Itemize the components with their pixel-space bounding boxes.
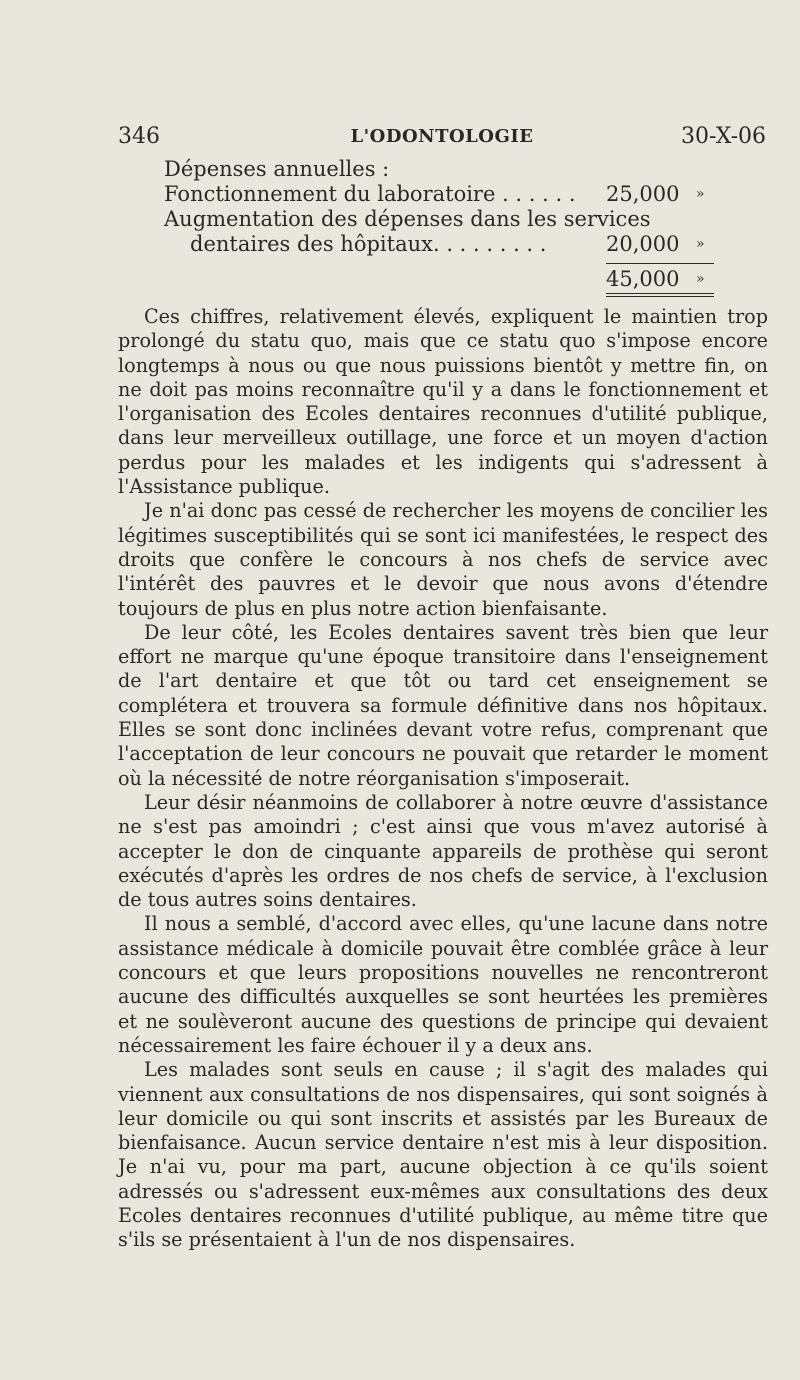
total-rule [606,263,714,264]
total-underline [606,293,714,294]
expense-label: Augmentation des dépenses dans les services [164,207,651,231]
page-number: 346 [118,124,160,149]
expenses-table [118,157,738,292]
paragraph: Leur désir néanmoins de collaborer à notre œuvre d'assistance ne s'est pas amoindri ; c'est ainsi que vous m'avez autorisé à accepter le don de cinquante appareils de prothèse qui seront exécutés d'après les ordres de nos chefs de service, à l'exclusion de tous autres soins dentaires. [118,790,768,912]
paragraph: Les malades sont seuls en cause ; il s'agit des malades qui viennent aux consultations de nos dispensaires, qui sont soignés à leur domicile ou qui sont inscrits et assistés par les Bureaux de bienfaisance. Aucun service dentaire n'est mis à leur disposition. Je n'ai vu, pour ma part, aucune objection à ce qu'ils soient adressés ou s'adressent eux-mêmes aux consultations des deux Ecoles dentaires reconnues d'utilité publique, au même titre que s'ils se présentaient à l'un de nos dispensaires. [118,1058,768,1252]
expense-row [118,182,738,207]
paragraph: Il nous a semblé, d'accord avec elles, qu'une lacune dans notre assistance médicale à domicile pouvait être comblée grâce à leur concours et que leurs propositions nouvelles ne rencontreront aucune des difficultés auxquelles se sont heurtées les premières et ne soulèveront aucune des questions de principe qui devaient nécessairement les faire échouer il y a deux ans. [118,912,768,1057]
expense-amount [606,232,726,257]
expense-total-unit: » [696,271,705,287]
expense-total [606,267,726,292]
expense-label: dentaires des hôpitaux. . . . . . . . . [190,232,547,256]
expense-amount-value: 25,000 [606,182,680,206]
expense-row [118,207,738,232]
expense-amount-unit: » [696,236,705,252]
expense-total-row [118,267,738,292]
total-underline [606,296,714,297]
expense-amount [606,182,726,207]
expense-amount-value: 20,000 [606,232,680,256]
expense-label: Fonctionnement du laboratoire . . . . . . [164,182,576,206]
paragraph: Ces chiffres, relativement élevés, expliquent le maintien trop prolongé du statu quo, mais que ce statu quo s'impose encore longtemps à nous ou que nous puissions bientôt y mettre fin, on ne doit pas moins reconnaître qu'il y a dans le fonctionnement et l'organisation des Ecoles dentaires reconnues d'utilité publique, dans leur merveilleux outillage, une force et un moyen d'action perdus pour les malades et les indigents qui s'adressent à l'Assistance publique. [118,305,768,499]
expense-row [118,232,738,257]
paragraph: Je n'ai donc pas cessé de rechercher les moyens de concilier les légitimes susceptibilités qui se sont ici manifestées, le respect des droits que confère le concours à nos chefs de service avec l'intérêt des pauvres et le devoir que nous avons d'étendre toujours de plus en plus notre action bienfaisante. [118,499,768,620]
expense-total-value: 45,000 [606,267,680,291]
journal-title: L'ODONTOLOGIE [350,126,534,147]
expenses-heading: Dépenses annuelles : [164,157,390,181]
running-header [118,124,766,154]
issue-date: 30-X-06 [681,124,766,149]
paragraph: De leur côté, les Ecoles dentaires savent très bien que leur effort ne marque qu'une époque transitoire dans l'enseignement de l'art dentaire et que tôt ou tard cet enseignement se complétera et trouvera sa formule définitive dans nos hôpitaux. Elles se sont donc inclinées devant votre refus, comprenant que l'acceptation de leur concours ne pouvait que retarder le moment où la nécessité de notre réorganisation s'imposerait. [118,620,768,790]
expense-amount-unit: » [696,186,705,202]
body-text [118,305,768,1253]
